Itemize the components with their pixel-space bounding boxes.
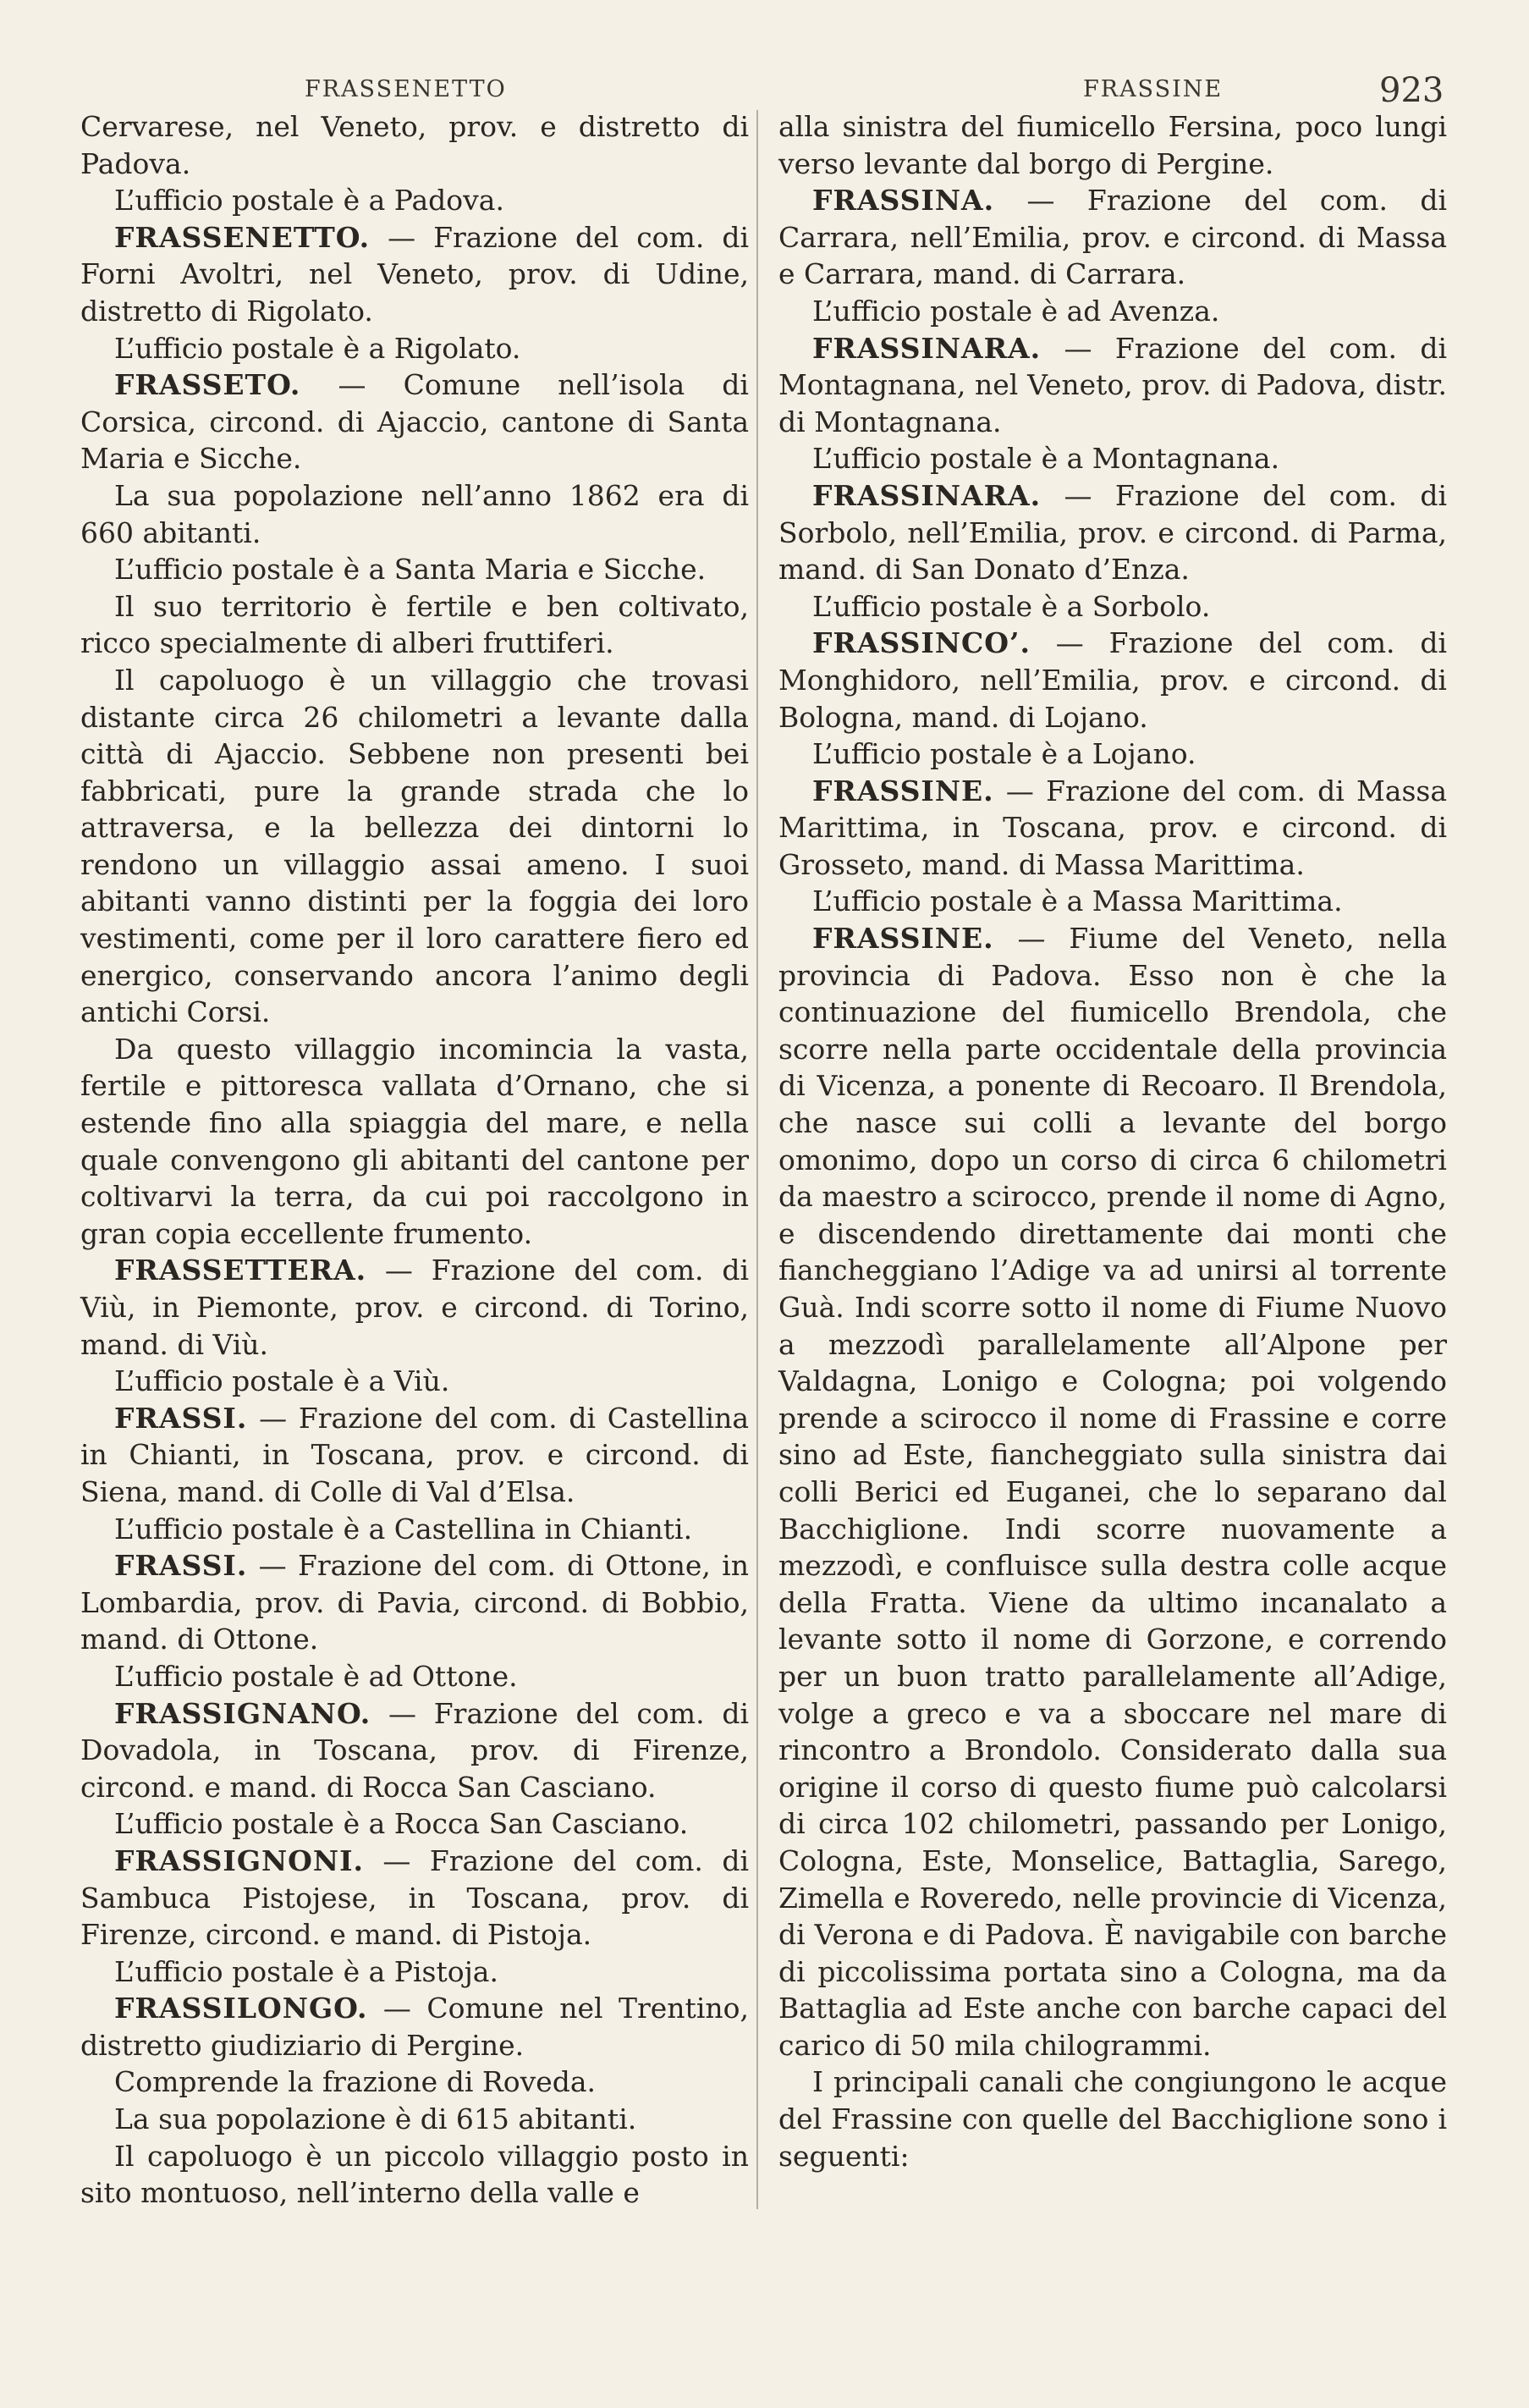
dictionary-entry bbox=[80, 1547, 749, 1658]
dictionary-entry bbox=[80, 1695, 749, 1806]
dictionary-entry bbox=[778, 477, 1447, 588]
paragraph: L’ufficio postale è a Pistoja. bbox=[114, 1954, 498, 1988]
entry-text: — Comune nell’isola di Corsica, circond. di Ajaccio, cantone di Santa Maria e Sicche. bbox=[80, 368, 749, 476]
dictionary-entry bbox=[778, 920, 1447, 2064]
entry-headword: FRASSIGNANO. bbox=[114, 1696, 371, 1730]
paragraph: L’ufficio postale è a Lojano. bbox=[812, 737, 1196, 771]
dictionary-entry bbox=[80, 366, 749, 477]
entry-text: — Frazione del com. di Sambuca Pistojese, in Toscana, prov. di Firenze, circond. e mand. di Pistoja. bbox=[80, 1843, 749, 1952]
continued-paragraph: Cervarese, nel Veneto, prov. e distretto di Padova. bbox=[80, 110, 749, 180]
running-head-left: FRASSENETTO bbox=[305, 76, 507, 102]
entry-text: — Frazione del com. di Castellina in Chianti, in Toscana, prov. e circond. di Siena, mand. di Colle di Val d’Elsa. bbox=[80, 1401, 749, 1508]
page-number: 923 bbox=[1379, 71, 1444, 110]
entry-headword: FRASSINARA. bbox=[812, 478, 1042, 512]
paragraph: L’ufficio postale è a Massa Marittima. bbox=[812, 884, 1343, 918]
paragraph: Comprende la frazione di Roveda. bbox=[114, 2065, 597, 2099]
entry-headword: FRASSINCO’. bbox=[812, 626, 1031, 660]
dictionary-entry bbox=[778, 182, 1447, 293]
paragraph: L’ufficio postale è ad Avenza. bbox=[812, 294, 1220, 328]
left-column bbox=[80, 108, 749, 2212]
paragraph: I principali canali che congiungono le acque del Frassine con quelle del Bacchiglione sono i seguenti: bbox=[778, 2065, 1447, 2173]
entry-text: — Frazione del com. di Monghidoro, nell’Emilia, prov. e circond. di Bologna, mand. di Lojano. bbox=[778, 626, 1447, 734]
entry-text: — Frazione del com. di Dovadola, in Toscana, prov. di Firenze, circond. e mand. di Rocca San Casciano. bbox=[80, 1696, 749, 1804]
entry-headword: FRASSINE. bbox=[812, 774, 994, 807]
entry-text: — Frazione del com. di Viù, in Piemonte, prov. e circond. di Torino, mand. di Viù. bbox=[80, 1254, 749, 1361]
paragraph: L’ufficio postale è a Castellina in Chianti. bbox=[114, 1512, 693, 1546]
paragraph: L’ufficio postale è a Rocca San Casciano. bbox=[114, 1807, 689, 1841]
entry-headword: FRASSI. bbox=[114, 1401, 248, 1435]
dictionary-entry bbox=[778, 330, 1447, 441]
entry-headword: FRASSILONGO. bbox=[114, 1992, 368, 2025]
entry-headword: FRASSINA. bbox=[812, 184, 995, 218]
paragraph: L’ufficio postale è a Rigolato. bbox=[114, 331, 521, 365]
entry-text: — Frazione del com. di Carrara, nell’Emilia, prov. e circond. di Massa e Carrara, mand. di Carrara. bbox=[778, 184, 1447, 291]
entry-text: — Comune nel Trentino, distretto giudiziario di Pergine. bbox=[80, 1992, 749, 2062]
entry-headword: FRASSENETTO. bbox=[114, 220, 371, 254]
running-head-right: FRASSINE bbox=[1083, 76, 1224, 102]
entry-text: — Frazione del com. di Ottone, in Lombardia, prov. di Pavia, circond. di Bobbio, mand. di Ottone. bbox=[80, 1549, 749, 1656]
column-divider bbox=[756, 110, 758, 2209]
paragraph: L’ufficio postale è ad Ottone. bbox=[114, 1659, 518, 1693]
paragraph: La sua popolazione nell’anno 1862 era di 660 abitanti. bbox=[80, 478, 749, 549]
right-column bbox=[778, 108, 1447, 2174]
dictionary-entry bbox=[80, 1400, 749, 1511]
dictionary-entry bbox=[778, 625, 1447, 736]
paragraph: L’ufficio postale è a Padova. bbox=[114, 184, 504, 218]
paragraph: Il capoluogo è un villaggio che trovasi distante circa 26 chilometri a levante dalla città di Ajaccio. Sebbene non presenti bei fabbricati, pure la grande strada che lo attraversa, e la bellezza dei dintorni lo rendono un villaggio assai ameno. I suoi abitanti vanno distinti per la foggia dei loro vestimenti, come per il loro carattere fiero ed energico, conservando ancora l’animo degli antichi Corsi. bbox=[80, 663, 749, 1029]
entry-headword: FRASSETTERA. bbox=[114, 1254, 367, 1287]
dictionary-entry bbox=[80, 219, 749, 330]
continued-paragraph: alla sinistra del fiumicello Fersina, poco lungi verso levante dal borgo di Pergine. bbox=[778, 110, 1447, 180]
entry-headword: FRASSINARA. bbox=[812, 331, 1042, 365]
dictionary-entry bbox=[80, 1843, 749, 1953]
paragraph: L’ufficio postale è a Sorbolo. bbox=[812, 589, 1211, 623]
entry-text: — Fiume del Veneto, nella provincia di Padova. Esso non è che la continuazione del fiumicello Brendola, che scorre nella parte occidentale della provincia di Vicenza, a ponente di Recoaro. Il Brendola, che nasce sui colli a levante del borgo omonimo, dopo un corso di circa 6 chilometri da maestro a scirocco, prende il nome di Agno, e discendendo direttamente dai monti che fiancheggiano l’Adige va ad unirsi al torrente Guà. Indi scorre sotto il nome di Fiume Nuovo a mezzodì parallelamente all’Alpone per Valdagna, Lonigo e Cologna; poi volgendo prende a scirocco il nome di Frassine e corre sino ad Este, fiancheggiato sulla sinistra dai colli Berici ed Euganei, che lo separano dal Bacchiglione. Indi scorre nuovamente a mezzodì, e confluisce sulla destra colle acque della Fratta. Viene da ultimo incanalato a levante sotto il nome di Gorzone, e correndo per un buon tratto parallelamente all’Adige, volge a greco e va a sboccare nel mare di rincontro a Brondolo. Considerato dalla sua origine il corso di questo fiume può calcolarsi di circa 102 chilometri, passando per Lonigo, Cologna, Este, Monselice, Battaglia, Sarego, Zimella e Roveredo, nelle provincie di Vicenza, di Verona e di Padova. È navigabile con barche di piccolissima portata sino a Cologna, ma da Battaglia ad Este anche con barche capaci del carico di 50 mila chilogrammi. bbox=[778, 922, 1447, 2062]
entry-text: — Frazione del com. di Massa Marittima, in Toscana, prov. e circond. di Grosseto, mand. di Massa Marittima. bbox=[778, 774, 1447, 881]
paragraph: Il capoluogo è un piccolo villaggio posto in sito montuoso, nell’interno della valle e bbox=[80, 2139, 749, 2210]
paragraph: La sua popolazione è di 615 abitanti. bbox=[114, 2102, 637, 2136]
entry-headword: FRASSI. bbox=[114, 1549, 248, 1583]
paragraph: Il suo territorio è fertile e ben coltivato, ricco specialmente di alberi fruttiferi. bbox=[80, 589, 749, 660]
paragraph: L’ufficio postale è a Montagnana. bbox=[812, 442, 1280, 476]
dictionary-entry bbox=[80, 1990, 749, 2064]
dictionary-entry bbox=[80, 1252, 749, 1363]
paragraph: Da questo villaggio incomincia la vasta, fertile e pittoresca vallata d’Ornano, che si estende fino alla spiaggia del mare, e nella quale convengono gli abitanti del cantone per coltivarvi la terra, da cui poi raccolgono in gran copia eccellente frumento. bbox=[80, 1032, 749, 1250]
entry-headword: FRASSETO. bbox=[114, 368, 301, 402]
paragraph: L’ufficio postale è a Santa Maria e Sicche. bbox=[114, 553, 707, 587]
entry-text: — Frazione del com. di Sorbolo, nell’Emilia, prov. e circond. di Parma, mand. di San Donato d’Enza. bbox=[778, 478, 1447, 587]
entry-headword: FRASSINE. bbox=[812, 922, 994, 956]
paragraph: L’ufficio postale è a Viù. bbox=[114, 1364, 450, 1398]
dictionary-entry bbox=[778, 773, 1447, 884]
entry-headword: FRASSIGNONI. bbox=[114, 1843, 365, 1877]
entry-text: — Frazione del com. di Forni Avoltri, nel Veneto, prov. di Udine, distretto di Rigolato. bbox=[80, 220, 749, 328]
entry-text: — Frazione del com. di Montagnana, nel Veneto, prov. di Padova, distr. di Montagnana. bbox=[778, 331, 1447, 438]
